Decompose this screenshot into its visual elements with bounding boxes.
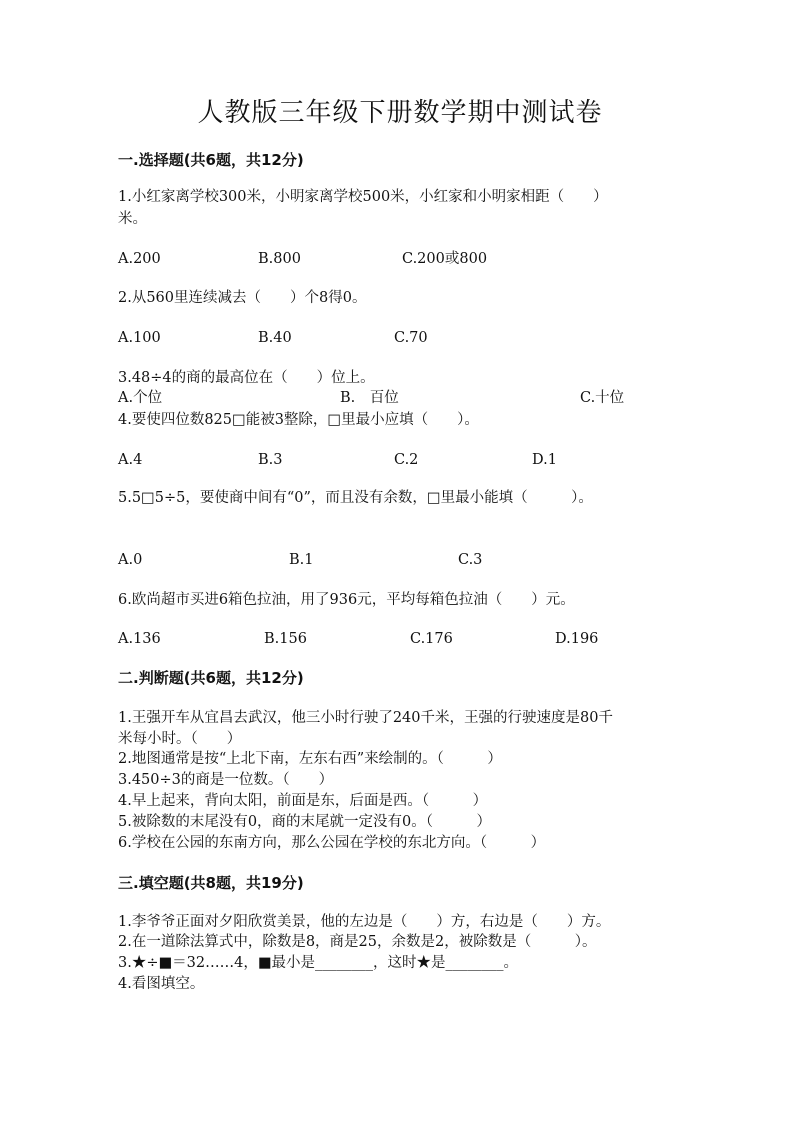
- option-a: A.200: [118, 251, 161, 267]
- option-d: D.196: [555, 631, 599, 647]
- section-heading-judge: 二.判断题(共6题，共12分): [118, 669, 304, 687]
- question-text: 3.450÷3的商是一位数。（ ）: [118, 772, 334, 788]
- question-text: 4.看图填空。: [118, 976, 205, 992]
- option-b: B.800: [258, 251, 301, 267]
- question-text: 5.5□5÷5，要使商中间有“0”，而且没有余数，□里最小能填（ ）。: [118, 490, 593, 506]
- page-title: 人教版三年级下册数学期中测试卷: [197, 98, 603, 128]
- option-b: B. 百位: [340, 390, 399, 406]
- option-c: C.176: [410, 631, 453, 647]
- question-text: 4.早上起来，背向太阳，前面是东，后面是西。（ ）: [118, 793, 488, 809]
- option-c: C.十位: [580, 390, 625, 406]
- option-a: A.100: [118, 330, 161, 346]
- question-text: 6.学校在公园的东南方向，那么公园在学校的东北方向。（ ）: [118, 835, 546, 851]
- option-d: D.1: [532, 452, 557, 468]
- question-text: 2.地图通常是按“上北下南，左东右西”来绘制的。（ ）: [118, 751, 502, 767]
- section-heading-fill: 三.填空题(共8题，共19分): [118, 874, 304, 892]
- option-b: B.1: [289, 552, 314, 568]
- question-text: 4.要使四位数825□能被3整除，□里最小应填（ ）。: [118, 412, 479, 428]
- question-text: 1.王强开车从宜昌去武汉，他三小时行驶了240千米，王强的行驶速度是80千: [118, 710, 613, 726]
- question-text: 2.在一道除法算式中，除数是8，商是25，余数是2，被除数是（ ）。: [118, 934, 597, 950]
- option-c: C.200或800: [402, 251, 488, 267]
- option-c: C.3: [458, 552, 483, 568]
- question-text: 2.从560里连续减去（ ）个8得0。: [118, 290, 367, 306]
- option-c: C.70: [394, 330, 428, 346]
- option-c: C.2: [394, 452, 419, 468]
- option-a: A.个位: [118, 390, 163, 406]
- question-text: 3.48÷4的商的最高位在（ ）位上。: [118, 370, 375, 386]
- question-text: 1.李爷爷正面对夕阳欣赏美景，他的左边是（ ）方，右边是（ ）方。: [118, 914, 611, 930]
- option-b: B.40: [258, 330, 292, 346]
- option-a: A.4: [118, 452, 143, 468]
- question-text: 米每小时。（ ）: [118, 731, 242, 747]
- question-text: 3.★÷■＝32……4，■最小是________，这时★是________。: [118, 955, 519, 971]
- option-b: B.3: [258, 452, 283, 468]
- section-heading-choice: 一.选择题(共6题，共12分): [118, 151, 304, 169]
- question-text: 5.被除数的末尾没有0，商的末尾就一定没有0。（ ）: [118, 814, 492, 830]
- question-text: 米。: [118, 211, 147, 227]
- option-a: A.0: [118, 552, 143, 568]
- option-b: B.156: [264, 631, 307, 647]
- question-text: 6.欧尚超市买进6箱色拉油，用了936元，平均每箱色拉油（ ）元。: [118, 592, 575, 608]
- question-text: 1.小红家离学校300米，小明家离学校500米，小红家和小明家相距（ ）: [118, 189, 608, 205]
- option-a: A.136: [118, 631, 161, 647]
